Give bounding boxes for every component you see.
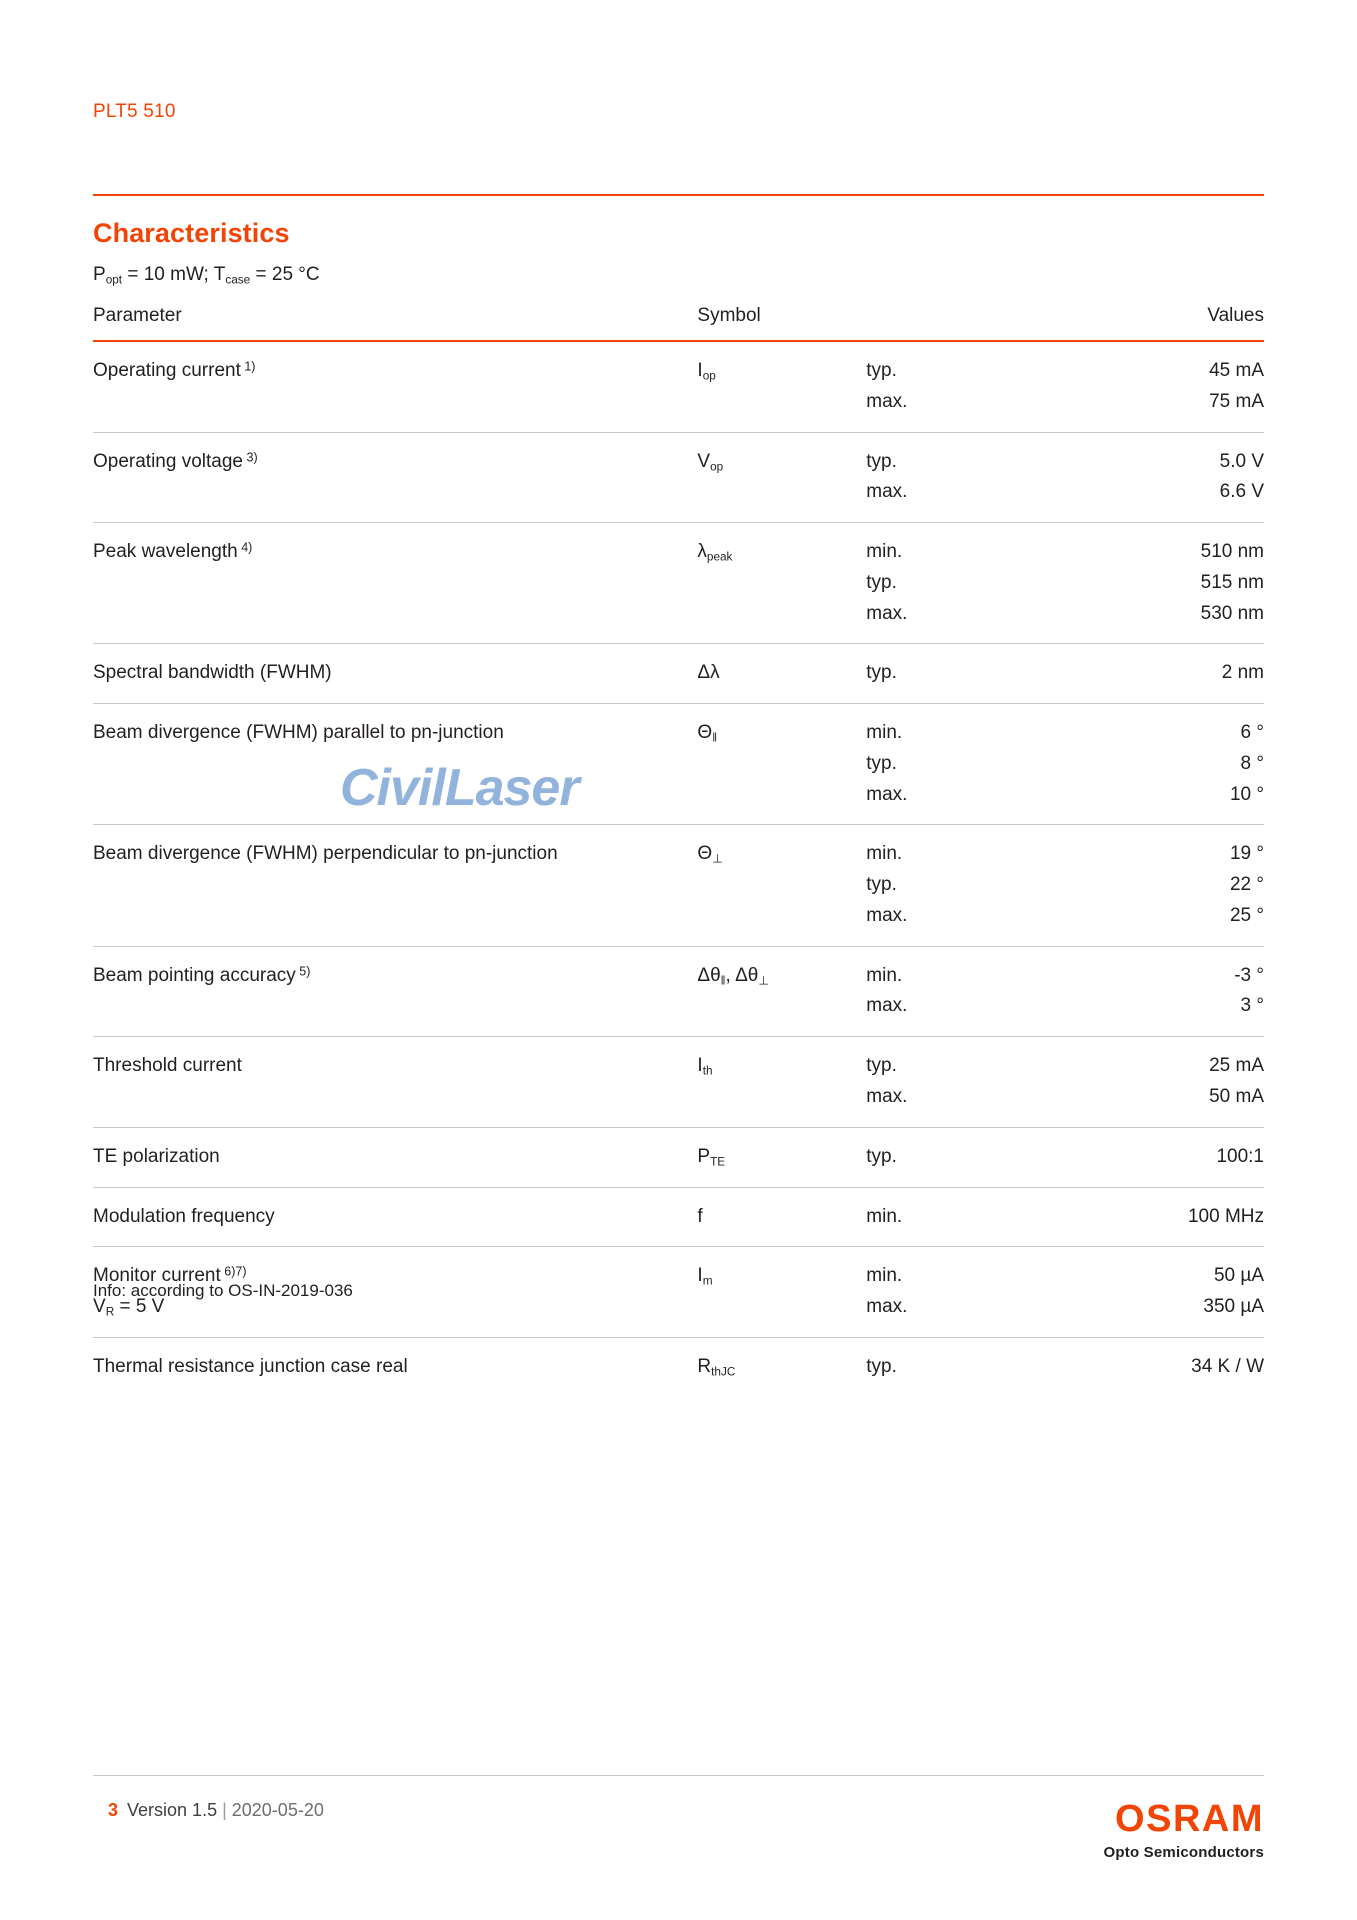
cell-parameter [93,825,697,945]
symbol-subscript: peak [706,550,733,564]
watermark-text: CivilLaser [340,759,579,817]
cell-qualifier [866,1247,1059,1337]
cell-symbol [697,644,866,703]
qualifier-value: max. [866,390,908,412]
table-row [93,1188,1264,1247]
cell-value [1059,947,1264,1037]
qualifier-stack [866,1051,1059,1113]
parameter-line2-suffix: = 5 V [114,1296,165,1318]
value-stack [1059,1261,1264,1323]
parameter-label: Monitor current [93,1265,221,1287]
cell-parameter [93,947,697,1037]
qualifier-value: min. [866,1265,903,1287]
value-entry: 75 mA [1209,390,1264,412]
value-stack [1059,1202,1264,1233]
symbol-base: I [697,360,703,381]
value-entry: 50 µA [1213,1265,1264,1287]
parameter-label: Spectral bandwidth (FWHM) [93,662,332,684]
cell-qualifier [866,523,1059,643]
header-rule [93,194,1264,196]
header-qualifier [866,305,1059,340]
qualifier-value: max. [866,602,908,624]
condition-suffix: = 25 °C [250,264,320,285]
value-entry: 6 ° [1240,722,1264,744]
cell-value [1059,704,1264,824]
osram-logo [1104,1800,1264,1861]
cell-parameter [93,433,697,523]
header-parameter: Parameter [93,305,182,326]
qualifier-stack [866,1202,1059,1233]
info-note: Info: according to OS-IN-2019-036 [93,1281,353,1300]
condition-middle: = 10 mW; T [122,264,226,285]
symbol-base: Θ [697,722,713,744]
qualifier-value: min. [866,541,903,563]
parameter-label: Beam pointing accuracy [93,964,296,986]
value-entry: 45 mA [1209,360,1264,381]
condition-p-subscript: opt [105,273,123,287]
running-header: PLT5 510 [93,101,176,122]
cell-parameter [93,704,697,824]
cell-parameter [93,1128,697,1187]
symbol-base: P [697,1145,711,1167]
table-row [93,704,1264,824]
symbol-subscript: m [702,1274,713,1288]
symbol-text [697,451,723,472]
symbol-text [697,1146,725,1167]
value-entry: 25 ° [1229,904,1264,926]
cell-parameter [93,342,697,432]
cell-symbol [697,1247,866,1337]
cell-symbol [697,1128,866,1187]
parameter-line2-base: V [93,1296,106,1318]
version-label: Version 1.5 [127,1800,218,1820]
cell-symbol [697,1037,866,1127]
cell-qualifier [866,644,1059,703]
cell-value [1059,1128,1264,1187]
osram-wordmark: OSRAM [1115,1798,1264,1840]
value-entry: 6.6 V [1219,481,1264,503]
cell-symbol [697,1188,866,1247]
symbol-base: Θ [697,843,713,865]
value-entry: 3 ° [1240,995,1264,1017]
symbol-text [697,662,719,683]
parameter-label: Modulation frequency [93,1205,275,1227]
symbol-base: I [697,1055,703,1077]
cell-value [1059,644,1264,703]
value-entry: 100 MHz [1187,1205,1264,1227]
symbol-text [697,722,717,743]
cell-value [1059,1188,1264,1247]
table-header-row [93,305,1264,340]
cell-value [1059,1338,1264,1397]
value-entry: 25 mA [1209,1055,1264,1077]
value-entry: 350 µA [1203,1296,1264,1318]
value-stack [1059,718,1264,810]
symbol-text [697,1265,712,1286]
cell-value [1059,1037,1264,1127]
parameter-line2-subscript: R [105,1305,115,1319]
value-entry: 10 ° [1229,783,1264,805]
cell-symbol [697,1338,866,1397]
value-entry: 19 ° [1229,843,1264,865]
cell-symbol [697,704,866,824]
cell-symbol [697,947,866,1037]
cell-symbol [697,342,866,432]
footnote-marker: 1) [240,359,256,374]
symbol-subscript: thJC [711,1365,736,1379]
value-entry: 530 nm [1200,602,1264,624]
qualifier-value: max. [866,904,908,926]
cell-value [1059,825,1264,945]
parameter-label: Beam divergence (FWHM) parallel to pn-junction [93,722,504,744]
parameter-label: Thermal resistance junction case real [93,1355,408,1377]
value-stack [1059,356,1264,418]
qualifier-value: typ. [866,1055,897,1077]
condition-t-subscript: case [225,273,251,287]
footer-separator: | [222,1800,227,1820]
cell-parameter [93,1188,697,1247]
symbol-base: R [697,1355,712,1377]
parameter-label: Operating voltage [93,450,243,472]
cell-qualifier [866,1037,1059,1127]
qualifier-value: typ. [866,1145,897,1167]
value-stack [1059,658,1264,689]
qualifier-value: typ. [866,662,897,684]
qualifier-stack [866,537,1059,629]
table-row [93,523,1264,643]
qualifier-value: typ. [866,571,897,593]
qualifier-value: typ. [866,360,897,381]
symbol-text [697,1356,735,1377]
symbol-base: λ [697,541,707,563]
qualifier-value: min. [866,843,903,865]
symbol-comma: , [725,964,736,986]
footer-left [108,1800,324,1821]
page-number: 3 [108,1800,119,1820]
symbol-subscript: op [710,459,724,473]
cell-qualifier [866,1188,1059,1247]
qualifier-value: max. [866,995,908,1017]
qualifier-value: min. [866,1205,903,1227]
qualifier-value: max. [866,783,908,805]
qualifier-value: min. [866,964,903,986]
cell-qualifier [866,342,1059,432]
cell-value [1059,433,1264,523]
symbol-subscript: op [702,369,716,383]
qualifier-stack [866,1352,1059,1383]
footer-rule [93,1775,1264,1776]
table-row [93,947,1264,1037]
symbol-text [697,965,768,986]
symbol-text [697,541,732,562]
table-row [93,1037,1264,1127]
condition-p-symbol: P [93,264,106,285]
footnote-marker: 5) [295,964,311,979]
footnote-marker: 4) [237,540,253,555]
value-entry: 8 ° [1240,752,1264,774]
symbol-text [697,1055,712,1076]
symbol-subscript: ⊥ [712,852,723,866]
value-entry: 50 mA [1209,1086,1264,1108]
symbol-base: V [697,450,711,472]
table-row [93,433,1264,523]
footer-date: 2020-05-20 [231,1800,324,1820]
cell-symbol [697,523,866,643]
symbol-base: f [697,1205,703,1227]
qualifier-stack [866,356,1059,418]
cell-qualifier [866,433,1059,523]
qualifier-value: typ. [866,1355,897,1377]
cell-qualifier [866,825,1059,945]
parameter-label: TE polarization [93,1145,220,1167]
value-entry: 34 K / W [1191,1355,1264,1377]
symbol-base: Δλ [697,662,720,684]
cell-value [1059,1247,1264,1337]
parameter-label: Threshold current [93,1055,242,1077]
parameter-label: Operating current [93,360,241,381]
test-condition-line [93,264,320,286]
footnote-marker: 6)7) [220,1264,247,1279]
symbol-base: I [697,1265,703,1287]
cell-parameter [93,1338,697,1397]
value-entry: 2 nm [1221,662,1264,684]
qualifier-stack [866,718,1059,810]
value-entry: 510 nm [1200,541,1264,563]
cell-value [1059,342,1264,432]
value-entry: 515 nm [1200,571,1264,593]
cell-symbol [697,825,866,945]
value-stack [1059,1142,1264,1173]
symbol-subscript: ‖ [712,731,718,745]
value-stack [1059,961,1264,1023]
header-symbol: Symbol [697,305,761,326]
qualifier-stack [866,1261,1059,1323]
qualifier-stack [866,1142,1059,1173]
qualifier-stack [866,961,1059,1023]
table-row [93,1128,1264,1187]
qualifier-value: typ. [866,450,897,472]
value-entry: 22 ° [1229,874,1264,896]
qualifier-value: max. [866,481,908,503]
value-stack [1059,537,1264,629]
osram-tagline: Opto Semiconductors [1103,1844,1264,1861]
value-entry: -3 ° [1234,964,1264,986]
section-title: Characteristics [93,218,290,248]
value-entry: 5.0 V [1219,450,1264,472]
parameter-label: Peak wavelength [93,541,238,563]
symbol-subscript: TE [710,1155,726,1169]
value-stack [1059,447,1264,509]
cell-symbol [697,433,866,523]
qualifier-value: max. [866,1086,908,1108]
table-row [93,644,1264,703]
parameter-label: Beam divergence (FWHM) perpendicular to pn-junction [93,843,558,865]
value-entry: 100:1 [1216,1145,1264,1167]
cell-parameter [93,644,697,703]
cell-parameter [93,1037,697,1127]
table-row [93,825,1264,945]
symbol-text [697,843,722,864]
cell-qualifier [866,704,1059,824]
symbol-text [697,360,715,381]
qualifier-value: typ. [866,752,897,774]
header-values: Values [1207,305,1264,326]
cell-qualifier [866,1338,1059,1397]
characteristics-table [93,305,1264,1397]
value-stack [1059,839,1264,931]
table-row [93,342,1264,432]
qualifier-stack [866,658,1059,689]
footnote-marker: 3) [243,449,258,464]
value-stack [1059,1051,1264,1113]
symbol-base: Δθ [697,964,721,986]
value-stack [1059,1352,1264,1383]
qualifier-stack [866,447,1059,509]
qualifier-value: max. [866,1296,908,1318]
qualifier-value: typ. [866,874,897,896]
cell-parameter [93,523,697,643]
cell-qualifier [866,947,1059,1037]
cell-qualifier [866,1128,1059,1187]
symbol-text [697,1206,702,1227]
symbol-subscript: th [702,1064,713,1078]
qualifier-stack [866,839,1059,931]
symbol-subscript: ‖ [720,974,726,988]
cell-value [1059,523,1264,643]
symbol-base-2: Δθ [735,964,759,986]
table-row [93,1338,1264,1397]
symbol-subscript-2: ⊥ [758,974,769,988]
qualifier-value: min. [866,722,903,744]
